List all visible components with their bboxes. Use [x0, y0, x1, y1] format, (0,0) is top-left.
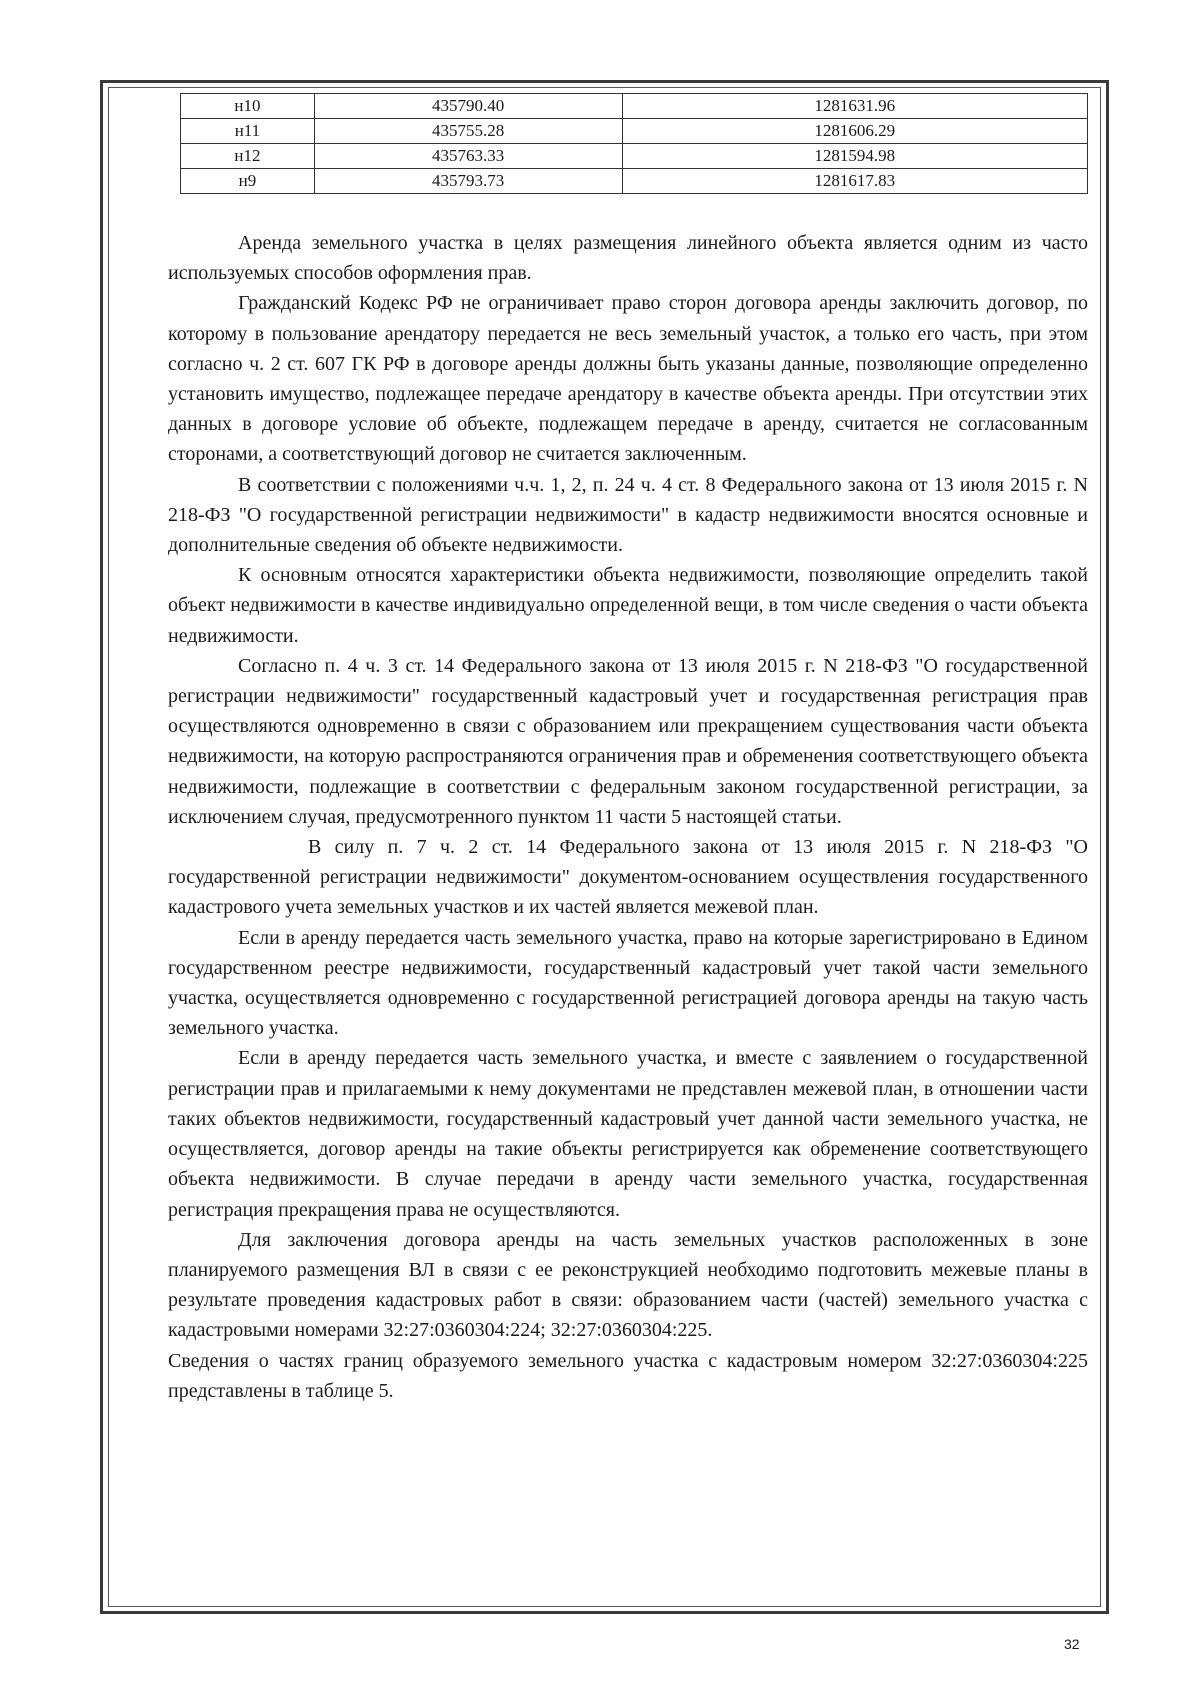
point-cell: н12: [181, 144, 315, 169]
x-cell: 435790.40: [314, 94, 622, 119]
paragraph: Сведения о частях границ образуемого земельного участка с кадастровым номером 32:27:0360304:225 представлены в таблице 5.: [168, 1349, 1088, 1402]
paragraph: Для заключения договора аренды на часть земельных участков расположенных в зоне планируемого размещения ВЛ в связи с ее реконструкцией необходимо подготовить межевые планы в результате проведения кадастровых работ в связи: образованием части (частей) земельного участка с кадастровыми номерами 32:27:0360304:224; 32:27:0360304:225.: [168, 1228, 1088, 1342]
y-cell: 1281594.98: [622, 144, 1087, 169]
paragraph: Гражданский Кодекс РФ не ограничивает право сторон договора аренды заключить договор, по которому в пользование арендатору передается не весь земельный участок, а только его часть, при этом согласно ч. 2 ст. 607 ГК РФ в договоре аренды должны быть указаны данные, позволяющие определенно установить имущество, подлежащее передаче арендатору в качестве объекта аренды. При отсутствии этих данных в договоре условие об объекте, подлежащем передаче в аренду, считается не согласованным сторонами, а соответствующий договор не считается заключенным.: [168, 292, 1088, 466]
x-cell: 435755.28: [314, 119, 622, 144]
y-cell: 1281631.96: [622, 94, 1087, 119]
paragraph: Аренда земельного участка в целях размещения линейного объекта является одним из часто используемых способов оформления прав.: [168, 232, 1088, 285]
x-cell: 435793.73: [314, 169, 622, 194]
y-cell: 1281617.83: [622, 169, 1087, 194]
paragraph: Если в аренду передается часть земельного участка, и вместе с заявлением о государственной регистрации прав и прилагаемыми к нему документами не представлен межевой план, в отношении части таких объектов недвижимости, государственный кадастровый учет данной части земельного участка, не осуществляется, договор аренды на такие объекты регистрируется как обременение соответствующего объекта недвижимости. В случае передачи в аренду части земельного участка, государственная регистрация прекращения права не осуществляются.: [168, 1047, 1088, 1221]
table-row: [181, 169, 1088, 194]
page-number: 32: [1064, 1636, 1080, 1652]
body-text: [168, 228, 1088, 1406]
x-cell: 435763.33: [314, 144, 622, 169]
table-row: [181, 119, 1088, 144]
y-cell: 1281606.29: [622, 119, 1087, 144]
coordinates-table: [180, 93, 1088, 194]
paragraph: К основным относятся характеристики объекта недвижимости, позволяющие определить такой объект недвижимости в качестве индивидуально определенной вещи, в том числе сведения о части объекта недвижимости.: [168, 564, 1088, 647]
paragraph: Согласно п. 4 ч. 3 ст. 14 Федерального закона от 13 июля 2015 г. N 218-ФЗ "О государственной регистрации недвижимости" государственный кадастровый учет и государственная регистрация прав осуществляются одновременно в связи с образованием или прекращением существования части объекта недвижимости, на которую распространяются ограничения прав и обременения соответствующего объекта недвижимости, подлежащие в соответствии с федеральным законом государственной регистрации, за исключением случая, предусмотренного пунктом 11 части 5 настоящей статьи.: [168, 654, 1088, 828]
table-row: [181, 94, 1088, 119]
paragraph: В силу п. 7 ч. 2 ст. 14 Федерального закона от 13 июля 2015 г. N 218-ФЗ "О государственной регистрации недвижимости" документом-основанием осуществления государственного кадастрового учета земельных участков и их частей является межевой план.: [168, 836, 1088, 919]
point-cell: н10: [181, 94, 315, 119]
paragraph: Если в аренду передается часть земельного участка, право на которые зарегистрировано в Едином государственном реестре недвижимости, государственный кадастровый учет такой части земельного участка, осуществляется одновременно с государственной регистрацией договора аренды на такую часть земельного участка.: [168, 926, 1088, 1040]
point-cell: н9: [181, 169, 315, 194]
point-cell: н11: [181, 119, 315, 144]
paragraph: В соответствии с положениями ч.ч. 1, 2, п. 24 ч. 4 ст. 8 Федерального закона от 13 июля 2015 г. N 218-ФЗ "О государственной регистрации недвижимости" в кадастр недвижимости вносятся основные и дополнительные сведения об объекте недвижимости.: [168, 473, 1088, 557]
table-row: [181, 144, 1088, 169]
